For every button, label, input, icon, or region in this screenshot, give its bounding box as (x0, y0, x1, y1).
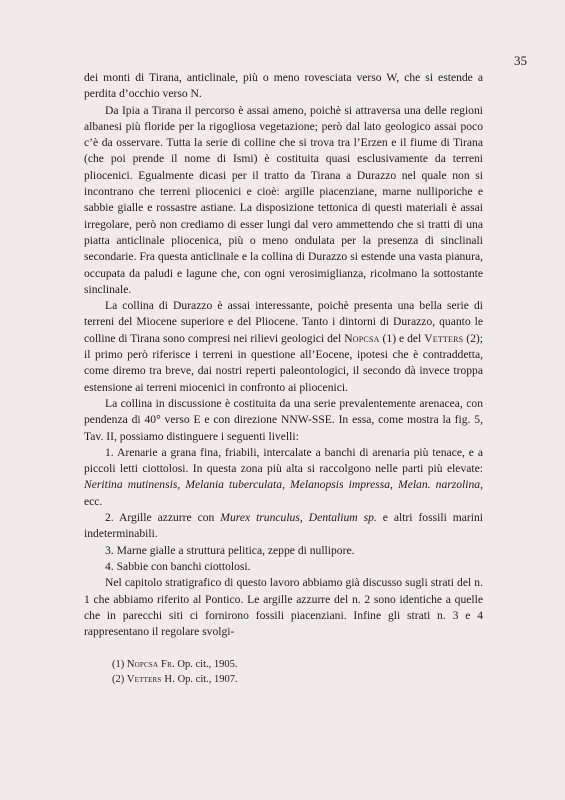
text-run: Op. cit., 1905. (174, 659, 238, 670)
text-run: dei monti di Tirana, anticlinale, più o meno rovesciata verso W, che si estende a perdita d’occhio verso N. (84, 71, 483, 101)
text-run: Nopcsa (344, 331, 380, 345)
paragraph (84, 510, 483, 543)
text-run: 4. Sabbie con banchi ciottolosi. (105, 559, 251, 573)
text-run: Da Ipia a Tirana il percorso è assai ameno, poichè si attraversa una delle regioni albanesi più floride per la rigogliosa vegetazione; però dal lato geologico assai poco c’è da osservare. Tutta la serie di colline che si trova tra l’Erzen e il fiume di Tirana (che poi prende il nome di Ismi) è costituita quasi esclusivamente da terreni pliocenici. Egualmente dicasi per il tratto da Tirana a Durazzo nel quale non si incontrano che terreni pliocenici e cioè: argille piacenziane, marne nulliporiche e sabbie gialle e rossastre astiane. La disposizione tettonica di questi materiali è assai irregolare, però non crediamo di esser lungi dal vero ammettendo che si tratti di una piatta anticlinale pliocenica, più o meno ondulata per la presenza di sinclinali secondarie. Fra questa anticlinale e la collina di Durazzo si estende una vasta pianura, occupata da paludi e lagune che, con ogni verosimiglianza, ricolmano la sottostante sinclinale. (84, 103, 483, 296)
text-run: Vetters H. (126, 674, 175, 685)
text-run: e altri fossili marini indeterminabili. (84, 511, 484, 541)
footnote (112, 672, 472, 687)
paragraph (84, 445, 483, 510)
paragraph (84, 559, 483, 575)
text-run: 3. Marne gialle a struttura pelitica, zeppe di nullipore. (105, 543, 355, 557)
footnote (112, 657, 472, 672)
text-run: (1) e del (379, 331, 425, 345)
paragraph (84, 103, 483, 299)
text-run: Murex trunculus, Dentalium sp. (220, 511, 377, 525)
text-run: ecc. (84, 494, 103, 508)
text-run: (2); il primo però riferisce i terreni in questione all’Eocene, ipotesi che è contraddetta, come diremo tra breve, dai nostri reperti paleontologici, il secondo dà invece troppa estensione ai terreni miocenici in confronto ai pliocenici. (84, 331, 483, 394)
text-run: (1) (112, 659, 127, 670)
footnotes (112, 657, 472, 687)
text-run: La collina in discussione è costituita da una serie prevalentemente arenacea, con pendenza di 40° verso E e con direzione NNW-SSE. In essa, come mostra la fig. 5, Tav. II, possiamo distinguere i seguenti livelli: (84, 396, 483, 443)
text-run: Neritina mutinensis, Melania tuberculata, Melanopsis impressa, Melan. narzolina, (84, 478, 483, 492)
page-number: 35 (514, 53, 527, 68)
text-run: Nel capitolo stratigrafico di questo lavoro abbiamo già discusso sugli strati del n. 1 che abbiamo riferito al Pontico. Le argille azzurre del n. 2 sono identiche a quelle che in parecchi siti ci fornirono fossili piacenziani. Infine gli strati n. 3 e 4 rappresentano il regolare svolgi- (84, 576, 483, 639)
text-run: (2) (112, 674, 127, 685)
text-run: Nopcsa Fr. (126, 659, 175, 670)
paragraph (84, 543, 483, 559)
body-text (84, 70, 483, 640)
text-run: Op. cit., 1907. (174, 674, 238, 685)
paragraph (84, 575, 483, 640)
text-run: La collina di Durazzo è assai interessante, poichè presenta una bella serie di terreni del Miocene superiore e del Pliocene. Tanto i dintorni di Durazzo, quanto le colline di Tirana sono compresi nei rilievi geologici del (84, 299, 483, 345)
text-run: 1. Arenarie a grana fina, friabili, intercalate a banchi di arenaria più tenace, e a piccoli letti ciottolosi. In questa zona più alta si raccolgono nelle parti più elevate: (84, 445, 483, 476)
paragraph (84, 396, 483, 445)
text-run: Vetters (424, 331, 464, 345)
paragraph (84, 70, 483, 103)
text-run: 2. Argille azzurre con (105, 511, 221, 525)
paragraph (84, 298, 483, 396)
